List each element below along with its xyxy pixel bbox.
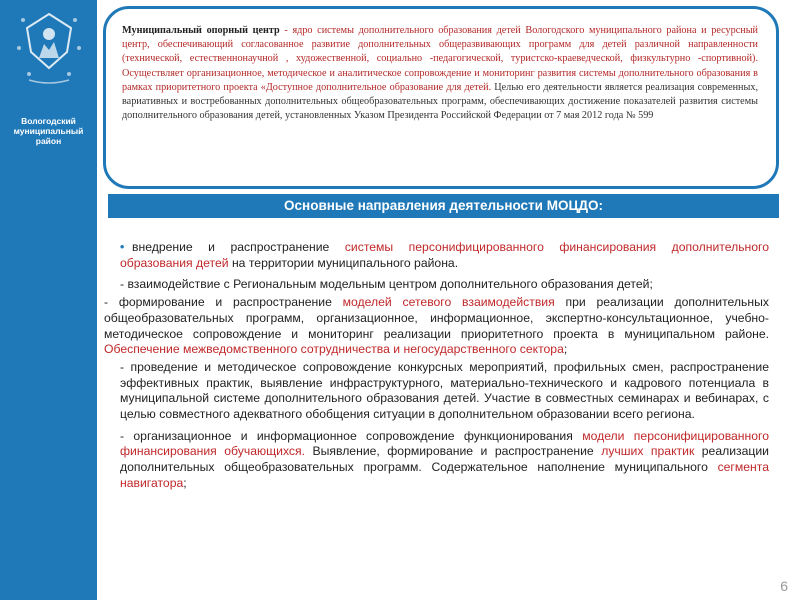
section-banner: Основные направления деятельности МОЦДО:: [108, 194, 779, 218]
coat-of-arms-icon: [9, 8, 89, 88]
info-intro: - ядро системы дополнительного образования детей Вологодского муниципального района и ресурсный центр, обеспечивающий согласованное развитие дополнительных общеразвивающих программ для детей различной направленности (технической, естественнонаучной , художественной, социально -педагогической, туристско-краеведческой, физкультурно -спортивной). Осуществляет организационное, методическое и аналитическое сопровождение и мониторинг развития системы дополнительного образования в рамках приоритетного проекта «Доступное дополнительное образование для детей.: [122, 25, 758, 93]
info-title: Муниципальный опорный центр: [122, 25, 280, 36]
list-item: • внедрение и распространение системы персонифицированного финансирования дополнительного образования детей на территории муниципального района.: [120, 240, 770, 270]
list-item: - формирование и распространение моделей сетевого взаимодействия при реализации дополнительных общеобразовательных программ, организационное, информационное, экспертно-консультационное, учебно-методическое сопровождение и мониторинг реализации приоритетного проекта в муниципальном районе. Обеспечение межведомственного сотрудничества и негосударственного сектора;: [104, 295, 769, 357]
page-number: 6: [780, 578, 788, 594]
directions-list: [104, 240, 769, 492]
list-item: - организационное и информационное сопровождение функционирования модели персонифицированного финансирования обучающихся. Выявление, формирование и распространение лучших практик реализации дополнительных общеобразовательных программ. Содержательное наполнение муниципального сегмента навигатора;: [120, 428, 770, 490]
sidebar: [0, 0, 97, 600]
region-name: Вологодский муниципальный район: [13, 116, 84, 146]
info-box: [103, 6, 779, 189]
bullet-icon: •: [120, 240, 125, 254]
info-rest: Целью его деятельности является реализация современных, вариативных и востребованных дополнительных общеобразовательных программ, обеспечивающих достижение показателей развития системы дополнительного образования детей, установленных Указом Президента Российской Федерации от 7 мая 2012 года № 599: [122, 81, 758, 122]
list-item: - проведение и методическое сопровождение конкурсных мероприятий, профильных смен, распространение эффективных практик, выявление инфраструктурного, материально-технического и кадрового потенциала в муниципальной системе дополнительного образования детей. Участие в совместных семинарах и вебинарах, с целью совместного адекватного обобщения ситуации в дополнительном образовании всего региона.: [120, 359, 769, 422]
list-item: - взаимодействие с Региональным модельным центром дополнительного образования детей;: [120, 277, 653, 292]
